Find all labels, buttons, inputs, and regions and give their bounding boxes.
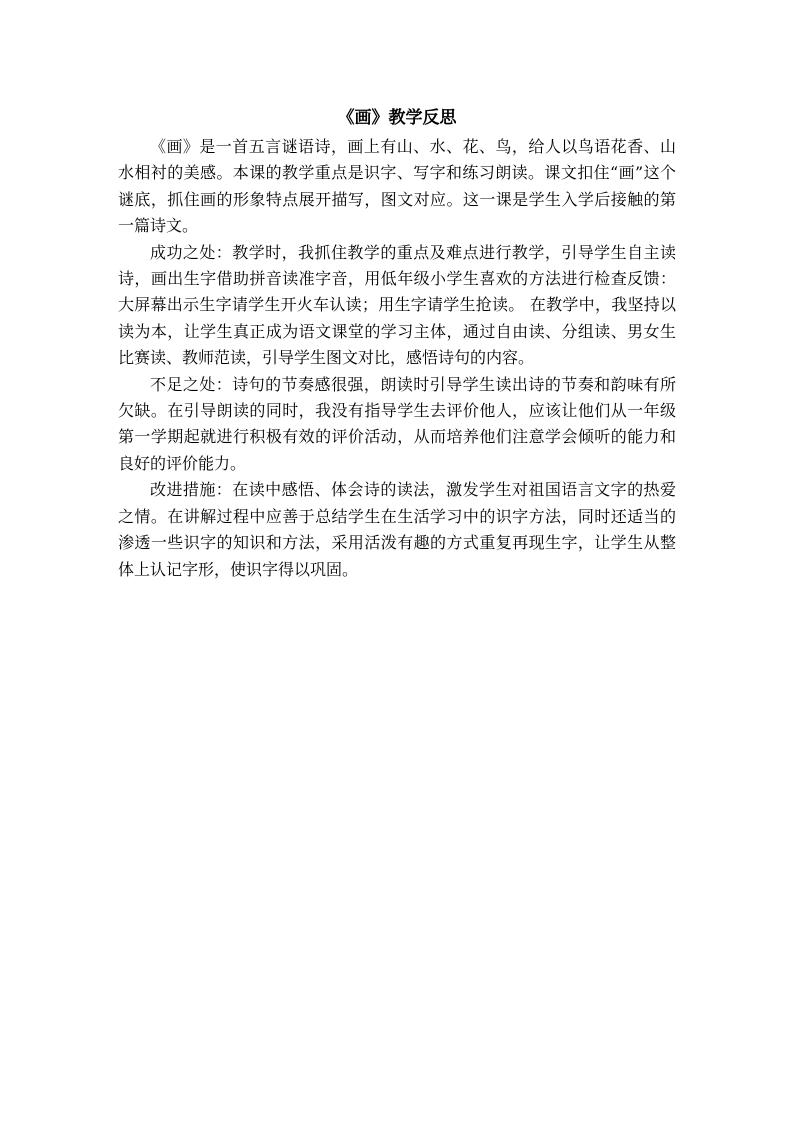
paragraph-shortcomings: 不足之处：诗句的节奏感很强，朗读时引导学生读出诗的节奏和韵味有所欠缺。在引导朗读的同时，我没有指导学生去评价他人，应该让他们从一年级第一学期起就进行积极有效的评价活动，从而培养他们注意学会倾听的能力和良好的评价能力。 (118, 374, 676, 473)
paragraph-strengths: 成功之处：教学时，我抓住教学的重点及难点进行教学，引导学生自主读诗，画出生字借助拼音读准字音，用低年级小学生喜欢的方法进行检查反馈：大屏幕出示生字请学生开火车认读；用生字请学生抢读。 在教学中，我坚持以读为本，让学生真正成为语文课堂的学习主体，通过自由读、分组读、男女生比赛读、教师范读，引导学生图文对比，感悟诗句的内容。 (118, 242, 676, 368)
paragraph-improvements: 改进措施：在读中感悟、体会诗的读法，激发学生对祖国语言文字的热爱之情。在讲解过程中应善于总结学生在生活学习中的识字方法，同时还适当的渗透一些识字的知识和方法，采用活泼有趣的方式重复再现生字，让学生从整体上认记字形，使识字得以巩固。 (118, 480, 676, 579)
document-title: 《画》教学反思 (337, 108, 457, 128)
document-page (118, 104, 676, 583)
paragraph-intro: 《画》是一首五言谜语诗，画上有山、水、花、鸟，给人以鸟语花香、山水相衬的美感。本课的教学重点是识字、写字和练习朗读。课文扣住“画”这个谜底，抓住画的形象特点展开描写，图文对应。这一课是学生入学后接触的第一篇诗文。 (118, 137, 676, 236)
